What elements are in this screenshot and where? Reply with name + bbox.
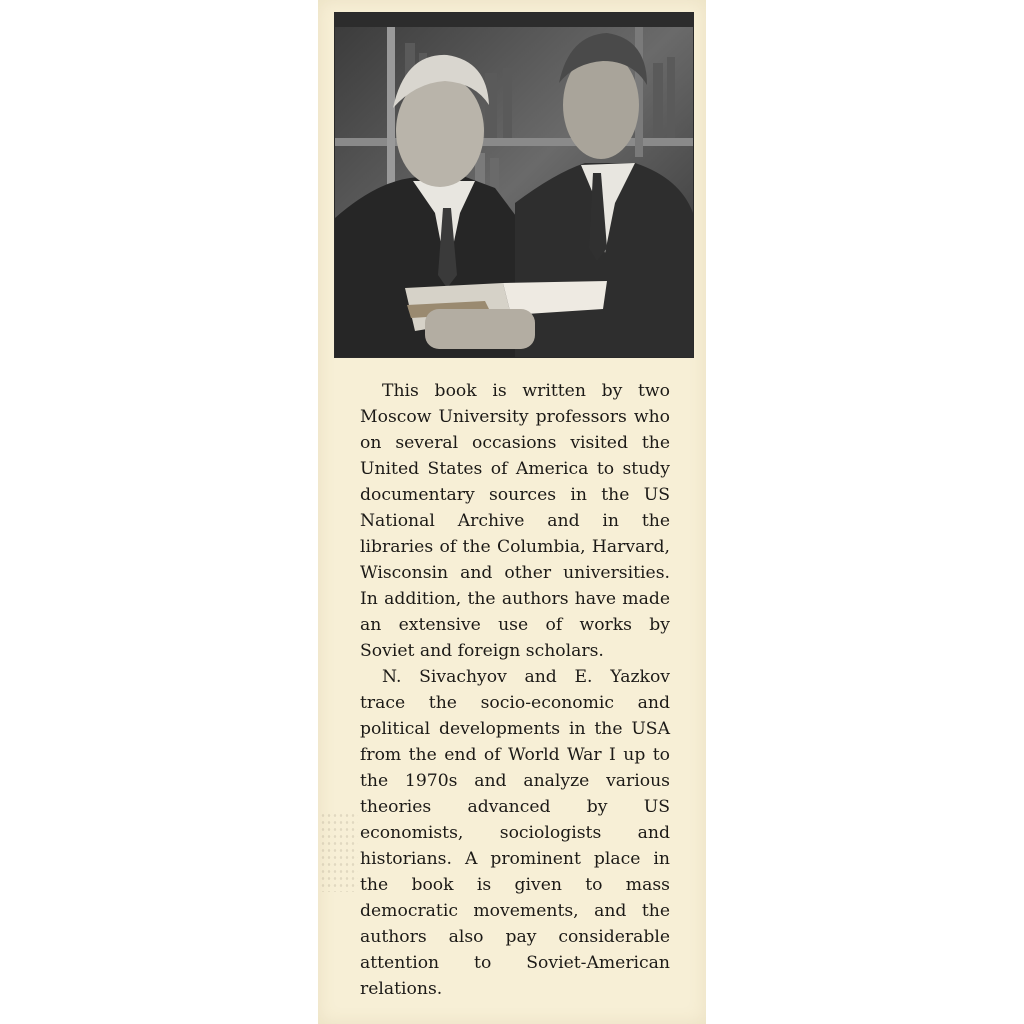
paragraph-1: This book is written by two Moscow University professors who on several occasions visited the United States of America to study documentary sources in the US National Archive and in the libraries of the Columbia, Harvard, Wisconsin and other universities. In addition, the authors have made an extensive use of works by Soviet and foreign scholars. bbox=[360, 381, 670, 661]
description-text bbox=[360, 378, 670, 1002]
paper-stain bbox=[320, 812, 358, 892]
authors-photo bbox=[334, 12, 694, 358]
portrait-photo-icon bbox=[335, 13, 693, 357]
paragraph-2: N. Sivachyov and E. Yazkov trace the socio-economic and political developments in the USA from the end of World War I up to the 1970s and analyze various theories advanced by US economists, sociologists and historians. A prominent place in the book is given to mass democratic movements, and the authors also pay considerable attention to Soviet-American relations. bbox=[360, 667, 670, 999]
book-flap-page bbox=[318, 0, 706, 1024]
